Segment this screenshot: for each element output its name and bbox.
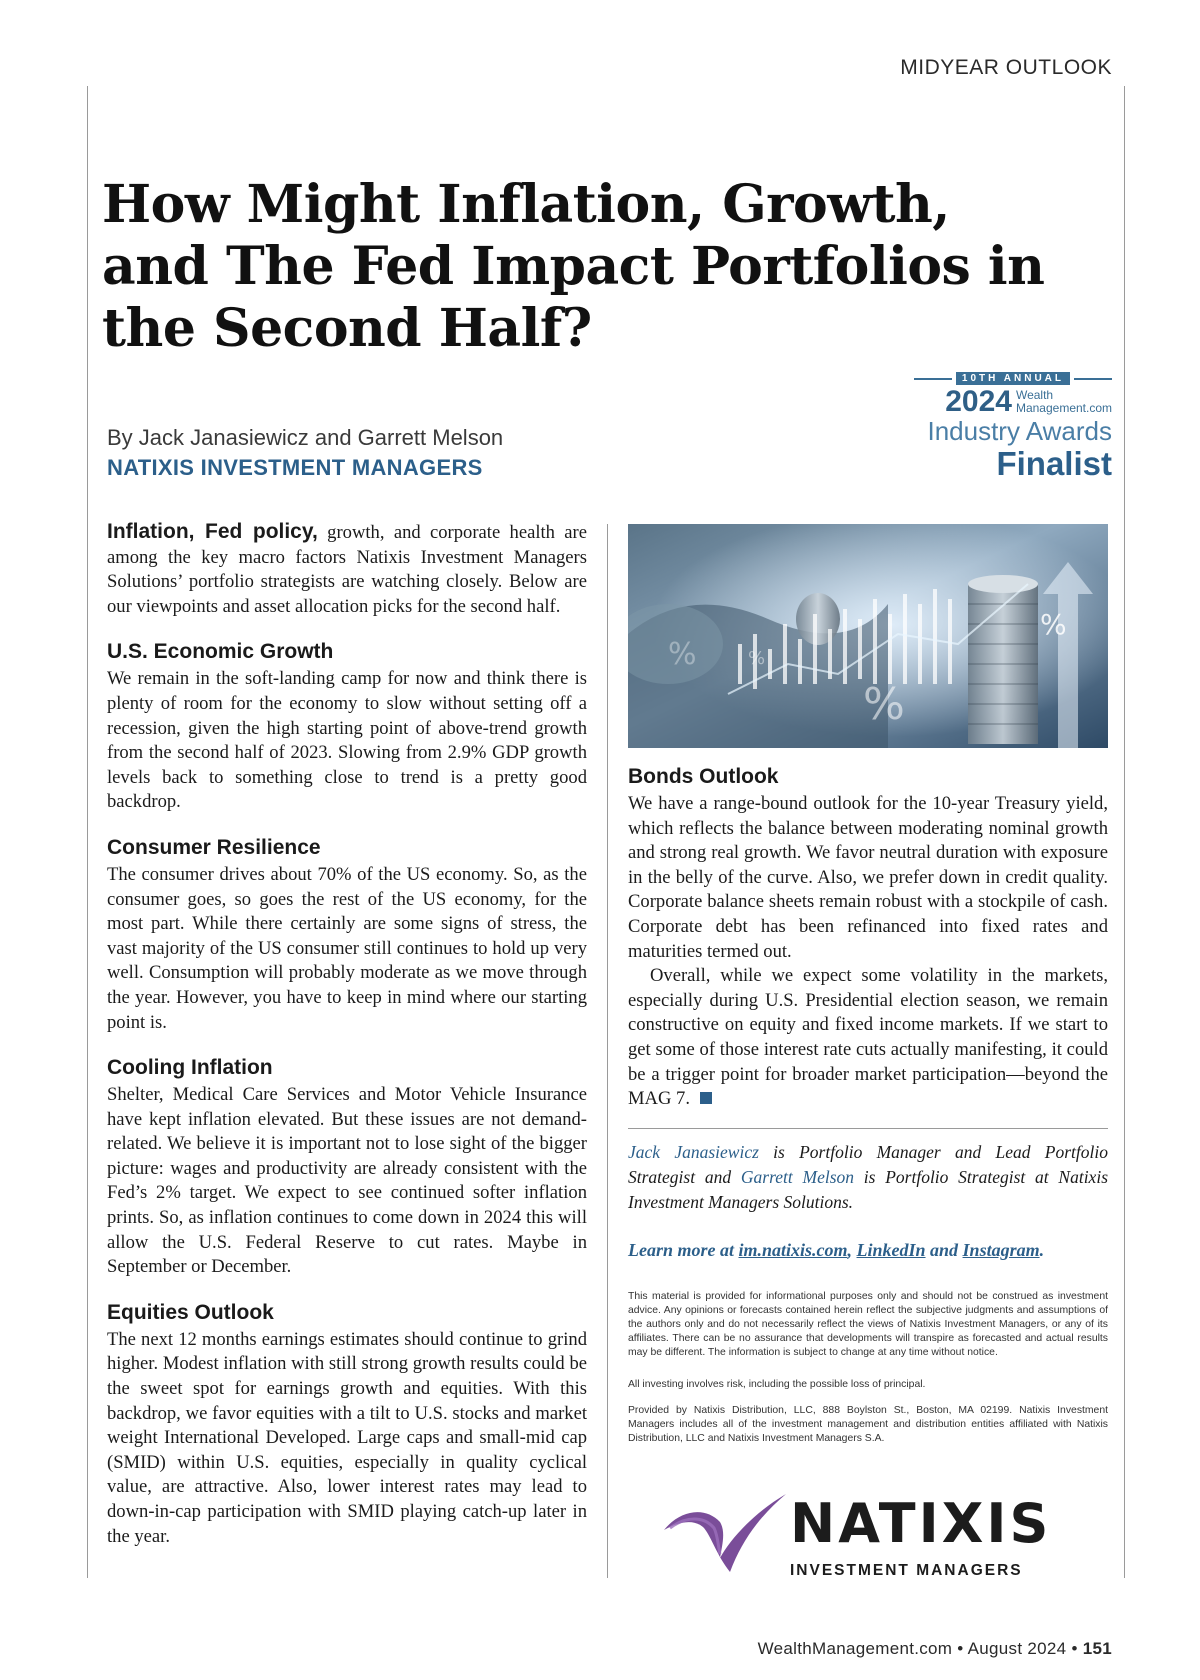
- award-title: Industry Awards: [927, 416, 1112, 446]
- intro-text: growth, and corporate health are among the key macro factors Natixis Investment Managers Solutions’ portfolio strategists are watching closely. Below are our viewpoints and asset allocation picks for the second half.: [107, 522, 587, 617]
- bonds-paragraph-1: We have a range-bound outlook for the 10-year Treasury yield, which reflects the balance between moderating nominal growth and strong real growth. We favor neutral duration with exposure in the belly of the curve. Also, we prefer down in credit quality. Corporate balance sheets remain robust with a stockpile of cash. Corporate debt has been refinanced into fixed rates and maturities termed out.: [628, 793, 1108, 962]
- section-heading-bonds: Bonds Outlook: [628, 765, 779, 788]
- author-bio: [628, 1140, 1108, 1215]
- award-status: Finalist: [996, 445, 1112, 482]
- article-headline: How Might Inflation, Growth, and The Fed Impact Portfolios in the Second Half?: [102, 174, 1045, 359]
- author-name-1: Jack Janasiewicz: [628, 1142, 759, 1162]
- award-brand: [1016, 389, 1112, 415]
- learn-more-separator-2: and: [925, 1240, 963, 1260]
- instagram-link[interactable]: Instagram: [962, 1240, 1040, 1260]
- banner-bar-right: [1074, 378, 1112, 380]
- section-text-consumer: The consumer drives about 70% of the US economy. So, as the consumer goes, so goes the rest of the US economy, for the most part. While there certainly are some signs of stress, the vast majority of the US consumer still continues to hold up very well. Consumption will probably moderate as we move through the year. However, you have to keep in mind where our starting point is.: [107, 863, 587, 1033]
- disclaimer-provided-by: Provided by Natixis Distribution, LLC, 888 Boylston St., Boston, MA 02199. Natixis Investment Managers includes all of the investment management and distribution entities affiliated with Natixis Distribution, LLC and Natixis Investment Managers S.A.: [628, 1405, 1108, 1444]
- footer-site: WealthManagement.com: [757, 1639, 953, 1658]
- intro-lead: Inflation, Fed policy,: [107, 520, 318, 543]
- page-footer: WealthManagement.com • August 2024 • 151: [757, 1639, 1112, 1658]
- right-column: [628, 764, 1108, 1112]
- percent-glyph-center: %: [863, 679, 905, 730]
- footer-date: August 2024: [967, 1639, 1067, 1658]
- section-heading-inflation: Cooling Inflation: [107, 1056, 273, 1080]
- intro-paragraph: [107, 520, 587, 619]
- section-text-inflation: Shelter, Medical Care Services and Motor Vehicle Insurance have kept inflation elevated. But these issues are not demand-related. We believe it is important not to lose sight of the bigger picture: wages and productivity are already consistent with the Fed’s 2% target. We expect to see continued softer inflation prints. So, as inflation continues to come down in 2024 this will allow the U.S. Federal Reserve to cut rates. Maybe in September or December.: [107, 1084, 587, 1278]
- learn-more-prefix: Learn more at: [628, 1240, 739, 1260]
- percent-glyph-large: %: [1040, 608, 1067, 641]
- learn-more-suffix: .: [1039, 1240, 1045, 1260]
- award-annual-label: 10TH ANNUAL: [956, 372, 1070, 385]
- percent-glyph-small: %: [748, 648, 766, 669]
- section-text-growth: We remain in the soft-landing camp for now and think there is plenty of room for the economy to slow without setting off a recession, given the high starting point of above-trend growth from the second half of 2023. Slowing from 2.9% GDP growth levels back to something close to trend is a pretty good backdrop.: [107, 668, 587, 813]
- section-heading-equities: Equities Outlook: [107, 1300, 274, 1324]
- banner-bar-left: [914, 378, 952, 380]
- natixis-swoosh-icon: [660, 1488, 790, 1578]
- bonds-paragraph-2-container: [628, 964, 1108, 1112]
- left-column: [107, 520, 587, 1549]
- page-number: 151: [1082, 1639, 1112, 1658]
- award-badge: [912, 372, 1112, 482]
- section-heading-growth: U.S. Economic Growth: [107, 640, 334, 664]
- award-brand-line2: Management.com: [1015, 401, 1112, 415]
- award-year: 2024: [945, 385, 1012, 418]
- linkedin-link[interactable]: LinkedIn: [856, 1240, 926, 1260]
- award-brand-row: [912, 385, 1112, 418]
- finance-photo-illustration: [628, 524, 1108, 748]
- right-border-rule: [1124, 86, 1125, 1578]
- byline: By Jack Janasiewicz and Garrett Melson: [107, 425, 504, 450]
- section-text-equities: The next 12 months earnings estimates should continue to grind higher. Modest inflation with still strong growth results could be the sweet spot for earnings growth and equities. With this backdrop, we favor equities with a tilt to U.S. stocks and market weight International Developed. Large caps and small-mid cap (SMID) within U.S. equities, especially in quality cyclical value, are attractive. Also, lower interest rates may lead to down-in-cap participation with SMID playing catch-up later in the year.: [107, 1328, 587, 1547]
- learn-more-separator-1: ,: [847, 1240, 857, 1260]
- logo-wordmark: NATIXIS: [790, 1492, 1052, 1555]
- learn-more-line: [628, 1240, 1108, 1261]
- bio-divider: [628, 1128, 1108, 1129]
- percent-glyph-left: %: [668, 637, 697, 672]
- company-name: NATIXIS INVESTMENT MANAGERS: [107, 455, 483, 480]
- logo-subtitle: INVESTMENT MANAGERS: [790, 1562, 1023, 1579]
- natixis-logo: [660, 1488, 1080, 1598]
- natixis-website-link[interactable]: im.natixis.com: [738, 1240, 848, 1260]
- left-border-rule: [87, 86, 88, 1578]
- section-heading-consumer: Consumer Resilience: [107, 835, 321, 859]
- bio-text-1: is Portfolio Manager and Lead Portfolio Strategist and: [628, 1142, 1109, 1187]
- disclaimer-risk: All investing involves risk, including the possible loss of principal.: [628, 1379, 926, 1390]
- finance-photo: [628, 524, 1108, 748]
- disclaimer-informational: This material is provided for informational purposes only and should not be construed as investment advice. Any opinions or forecasts contained herein reflect the subjective judgments and assumptions of the authors only and do not necessarily reflect the views of Natixis Investment Managers, or any of its affiliates. There can be no assurance that developments will transpire as forecasted and actual results may be different. The information is subject to change at any time without notice.: [628, 1291, 1108, 1358]
- award-brand-line1: Wealth: [1015, 388, 1054, 402]
- author-name-2: Garrett Melson: [740, 1167, 855, 1187]
- award-annual-banner: [912, 372, 1112, 385]
- bonds-paragraph-2: Overall, while we expect some volatility in the markets, especially during U.S. Presidential election season, we remain constructive on equity and fixed income markets. If we start to get some of those interest rate cuts actually manifesting, it could be a trigger point for broader market participation—beyond the MAG 7.: [628, 965, 1108, 1110]
- column-divider: [607, 524, 608, 1578]
- end-of-article-square-icon: [700, 1092, 712, 1104]
- bio-text-2: is Portfolio Strategist at Natixis Investment Managers Solutions.: [628, 1167, 1108, 1212]
- section-tag: MIDYEAR OUTLOOK: [900, 56, 1112, 79]
